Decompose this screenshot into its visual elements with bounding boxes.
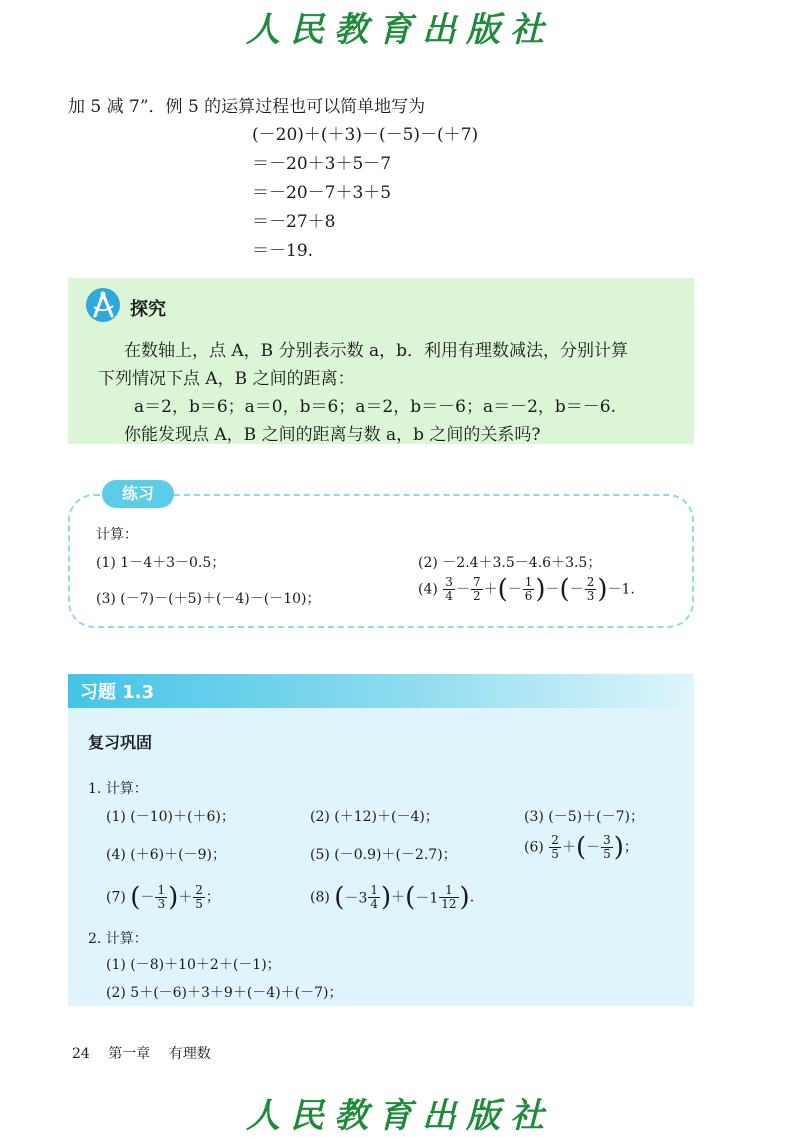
fraction: $\frac{2}{5}$ bbox=[551, 833, 559, 861]
compass-icon bbox=[86, 288, 120, 322]
question-item: (1) (－8)＋10＋2＋(－1)； bbox=[106, 957, 281, 973]
question-item: (4) (＋6)＋(－9)； bbox=[106, 847, 226, 863]
exercises-body bbox=[68, 708, 694, 1006]
fraction: $\frac{1}{6}$ bbox=[524, 575, 533, 603]
chapter-title: 有理数 bbox=[168, 1046, 211, 1062]
intro-text: 加 5 减 7”．例 5 的运算过程也可以简单地写为 bbox=[68, 97, 426, 117]
step-line: ＝－20－7＋3＋5 bbox=[252, 183, 392, 203]
step-line: (－20)＋(＋3)－(－5)－(＋7) bbox=[252, 125, 479, 145]
question-item: (3) (－5)＋(－7)； bbox=[524, 809, 644, 825]
page-footer bbox=[72, 1043, 225, 1063]
exercises-title: 习题 1.3 bbox=[80, 682, 155, 703]
practice-intro: 计算： bbox=[96, 527, 138, 543]
question-item: (7) (－ $\frac{1}{3}$ )＋ $\frac{2}{5}$ ； bbox=[106, 882, 220, 913]
explore-box bbox=[68, 278, 694, 444]
chapter-label: 第一章 bbox=[108, 1046, 151, 1062]
practice-item-2: (2) －2.4＋3.5－4.6＋3.5； bbox=[418, 555, 602, 571]
publisher-logo-bottom: 人民教育出版社 bbox=[246, 1096, 554, 1136]
fraction: $\frac{2}{3}$ bbox=[586, 575, 595, 603]
fraction: $\frac{1}{4}$ bbox=[370, 883, 379, 911]
explore-title: 探究 bbox=[130, 299, 166, 320]
step-line: ＝－20＋3＋5－7 bbox=[252, 154, 392, 174]
practice-item-4: (4) $\frac{3}{4}$ － $\frac{7}{2}$ ＋(－ $\frac{1}{6}$ )－(－ $\frac{2}{3}$ )－1. bbox=[418, 574, 635, 605]
explore-text: 下列情况下点 A，B 之间的距离： bbox=[98, 369, 355, 389]
practice-tag: 练习 bbox=[102, 480, 174, 508]
review-heading: 复习巩固 bbox=[88, 733, 153, 752]
question-item: (8) (－3 $\frac{1}{4}$ )＋(－1 $\frac{1}{12}$ ). bbox=[310, 882, 475, 913]
question-item: (6) $\frac{2}{5}$ ＋(－ $\frac{3}{5}$ )； bbox=[524, 832, 638, 863]
question-1-label: 1. 计算： bbox=[88, 781, 148, 797]
step-line: ＝－27＋8 bbox=[252, 212, 336, 232]
fraction: $\frac{1}{12}$ bbox=[441, 883, 457, 911]
question-item: (2) (＋12)＋(－4)； bbox=[310, 809, 439, 825]
exercises-header bbox=[68, 674, 694, 708]
practice-box bbox=[68, 494, 694, 628]
explore-text: 在数轴上，点 A，B 分别表示数 a，b．利用有理数减法，分别计算 bbox=[124, 341, 628, 361]
practice-item-3: (3) (－7)－(＋5)＋(－4)－(－10)； bbox=[96, 591, 321, 607]
question-2-label: 2. 计算： bbox=[88, 931, 148, 947]
explore-question: 你能发现点 A，B 之间的距离与数 a，b 之间的关系吗? bbox=[124, 425, 541, 445]
publisher-logo-top: 人民教育出版社 bbox=[246, 10, 554, 50]
fraction: $\frac{3}{4}$ bbox=[445, 575, 453, 603]
fraction: $\frac{7}{2}$ bbox=[472, 575, 481, 603]
question-item: (2) 5＋(－6)＋3＋9＋(－4)＋(－7)； bbox=[106, 985, 343, 1001]
explore-values: a＝2，b＝6；a＝0，b＝6；a＝2，b＝－6；a＝－2，b＝－6. bbox=[134, 397, 617, 417]
step-line: ＝－19. bbox=[252, 241, 314, 261]
calculation-steps bbox=[252, 121, 478, 266]
fraction: $\frac{1}{3}$ bbox=[157, 883, 166, 911]
question-item: (1) (－10)＋(＋6)； bbox=[106, 809, 235, 825]
fraction: $\frac{2}{5}$ bbox=[195, 883, 203, 911]
fraction: $\frac{3}{5}$ bbox=[603, 833, 611, 861]
question-item: (5) (－0.9)＋(－2.7)； bbox=[310, 847, 457, 863]
page-number: 24 bbox=[72, 1046, 90, 1062]
practice-item-1: (1) 1－4＋3－0.5； bbox=[96, 555, 226, 571]
